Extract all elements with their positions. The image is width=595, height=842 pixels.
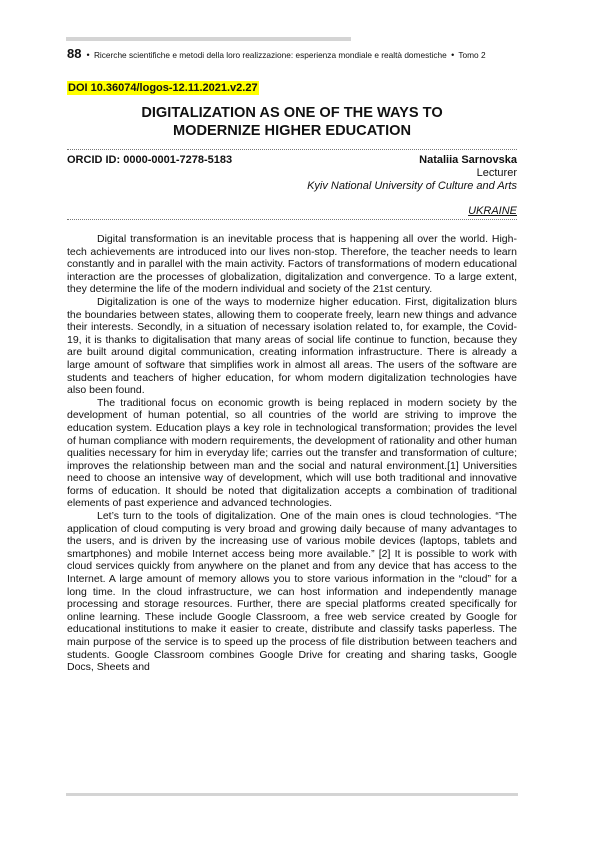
paragraph: The traditional focus on economic growth is being replaced in modern society by the development of human potential, so all countries of the world are striving to improve the education system. Education plays a key role in technological transformation; provides the level of human compliance with modern requirements, the development of rationality and other human qualities necessary for him in everyday life; carries out the transfer and transformation of culture; improves the relationship between man and the social and natural environment.[1] Universities need to choose an intensive way of development, which will use both traditional and innovative forms of education. It should be noted that digitalization accepts a combination of traditional elements of past experience and advanced technologies. [67, 396, 517, 510]
volume-label: Tomo 2 [458, 50, 486, 60]
running-header [67, 46, 527, 61]
running-title: Ricerche scientifiche e metodi della loro realizzazione: esperienza mondiale e realtà domestiche [93, 50, 447, 60]
bullet-separator: • [451, 50, 455, 60]
doi-label[interactable]: DOI 10.36074/logos-12.11.2021.v2.27 [68, 82, 258, 94]
author-affiliation: Kyiv National University of Culture and Arts [307, 180, 517, 192]
article-body [67, 233, 517, 674]
header-decorative-bar [66, 37, 351, 41]
author-name: Nataliia Sarnovska [419, 154, 517, 166]
author-country: UKRAINE [468, 205, 517, 217]
divider-top [67, 149, 517, 150]
orcid-id: ORCID ID: 0000-0001-7278-5183 [67, 154, 233, 166]
author-block [67, 154, 517, 218]
title-line-1: DIGITALIZATION AS ONE OF THE WAYS TO [141, 105, 443, 121]
divider-bottom [67, 219, 517, 220]
bullet-separator: • [86, 50, 90, 60]
author-position: Lecturer [476, 167, 517, 179]
paragraph: Digital transformation is an inevitable process that is happening all over the world. High-tech achievements are introduced into our lives non-stop. Therefore, the teacher needs to learn constantly and in parallel with the main activity. Factors of transformations of modern educational interaction are the processes of globalization, digitalization and convergence. To a large extent, they determine the life of the modern individual and society of the 21st century. [67, 233, 517, 296]
paragraph: Let’s turn to the tools of digitalization. One of the main ones is cloud technologies. “The application of cloud computing is very broad and growing daily because of many advantages to the users, and is driven by the increasing use of various mobile devices (laptops, tablets and smartphones) and mobile Internet access being more available.” [2] It is possible to work with cloud services quickly from anywhere on the planet and from any device that has access to the Internet. A large amount of memory allows you to store various information in the “cloud” for a long time. In the cloud infrastructure, we can host information and independently manage processing and storage resources. Further, there are special platforms created specifically for online learning. These include Google Classroom, a free web service created by Google for educational institutions to make it easier to create, distribute and classify tasks paperless. The main purpose of the service is to speed up the process of file distribution between teachers and students. Google Classroom combines Google Drive for creating and sharing tasks, Google Docs, Sheets and [67, 510, 517, 674]
page-number: 88 [67, 46, 82, 61]
paragraph: Digitalization is one of the ways to modernize higher education. First, digitalization blurs the boundaries between states, allowing them to cooperate freely, learn new things and advance their interests. Secondly, in a situation of necessary isolation related to, for example, the Covid-19, it is thanks to digitalisation that many areas of social life continue to function, because they are built around digital communication, creating information infrastructure. There is already a large amount of software that simplifies work in almost all areas. The users of the software are students and teachers of higher education, for whom modern digitalization technologies have also been found. [67, 295, 517, 397]
footer-decorative-bar [66, 793, 518, 796]
title-line-2: MODERNIZE HIGHER EDUCATION [172, 123, 412, 139]
article-title [67, 104, 517, 140]
